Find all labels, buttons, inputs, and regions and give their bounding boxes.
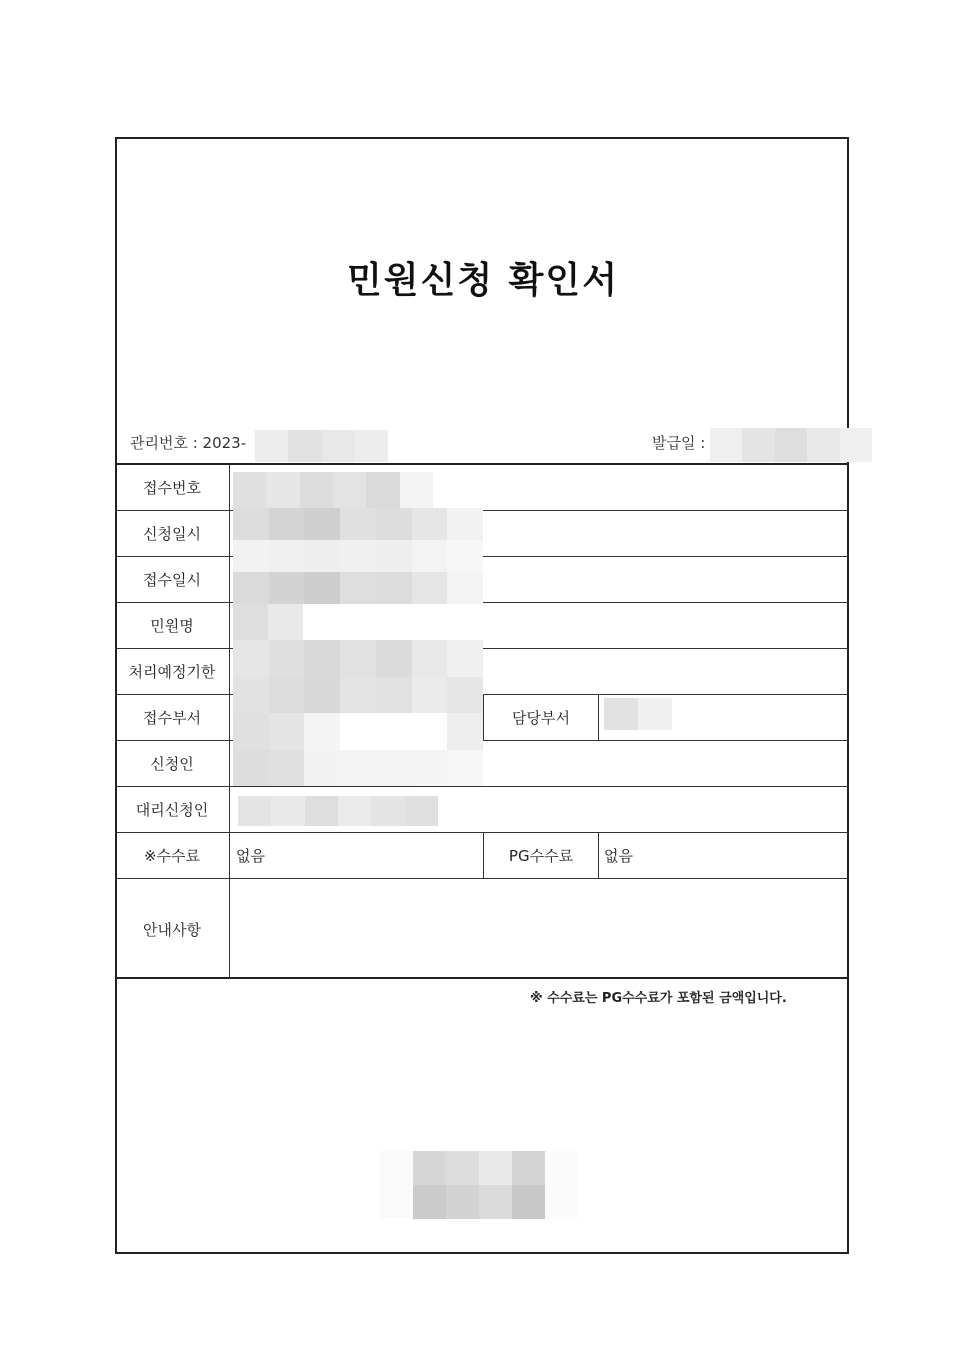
pg-fee-label: PG수수료	[508, 847, 574, 865]
apply-datetime-label: 신청일시	[115, 511, 230, 556]
redacted-charge-dept	[604, 698, 672, 730]
redacted-issuer-seal	[380, 1151, 578, 1219]
petition-name-label: 민원명	[115, 603, 230, 648]
redacted-issue-date	[710, 428, 872, 462]
redacted-management-number	[255, 430, 388, 462]
document-title: 민원신청 확인서	[347, 260, 619, 301]
redacted-deadline-and-dept	[233, 640, 483, 786]
applicant-label: 신청인	[115, 741, 230, 786]
row-proxy-applicant	[115, 787, 849, 833]
fee-value: 없음	[236, 847, 265, 865]
row-notice	[115, 879, 849, 979]
issue-date: 발급일 :	[652, 434, 706, 452]
divider	[598, 695, 599, 740]
divider	[598, 833, 599, 878]
notice-label: 안내사항	[115, 879, 230, 979]
receipt-datetime-label: 접수일시	[115, 557, 230, 602]
charge-dept-label: 담당부서	[512, 709, 570, 727]
redacted-proxy-applicant	[238, 796, 438, 826]
redacted-receipt-number	[233, 472, 433, 508]
row-fees	[115, 833, 849, 879]
redacted-apply-datetime	[233, 508, 483, 604]
receipt-dept-label: 접수부서	[115, 695, 230, 740]
management-number: 관리번호 : 2023-	[130, 434, 247, 452]
redacted-petition-name	[233, 604, 303, 640]
row-receipt-number	[115, 465, 849, 511]
fee-footnote: ※ 수수료는 PG수수료가 포함된 금액입니다.	[530, 991, 787, 1006]
deadline-label: 처리예정기한	[115, 649, 230, 694]
receipt-number-label: 접수번호	[115, 465, 230, 510]
fee-label: ※수수료	[115, 833, 230, 878]
proxy-applicant-label: 대리신청인	[115, 787, 230, 832]
pg-fee-value: 없음	[604, 847, 633, 865]
